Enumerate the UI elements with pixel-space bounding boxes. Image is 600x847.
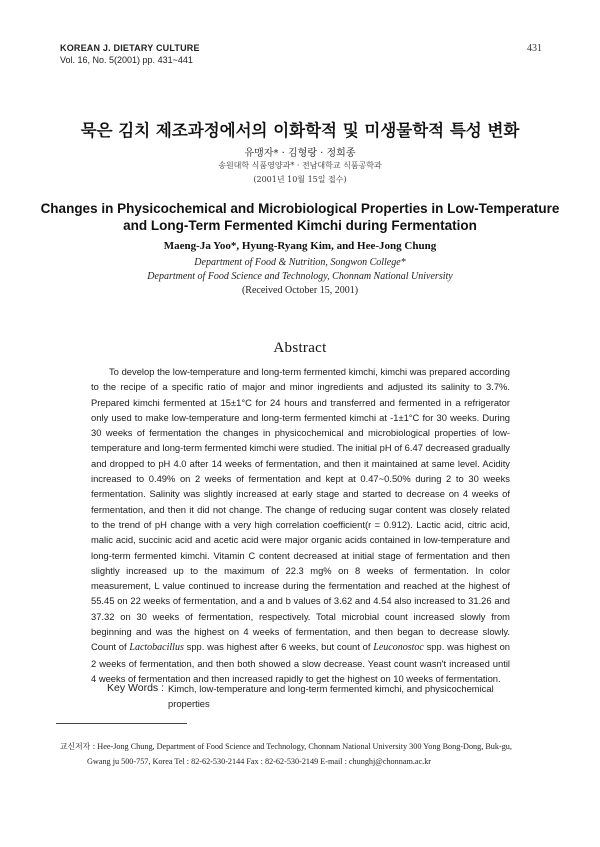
korean-title: 묵은 김치 제조과정에서의 이화학적 및 미생물학적 특성 변화 <box>80 121 520 140</box>
abstract-text-part2: spp. was highest after 6 weeks, but count of <box>183 641 374 653</box>
english-title-line1: Changes in Physicochemical and Microbiological Properties in Low-Temperature <box>40 201 560 216</box>
footnote-line2: Gwang ju 500-757, Korea Tel : 82-62-530-2144 Fax : 82-62-530-2149 E-mail : chunghj@chonnam.ac.kr <box>87 757 432 766</box>
english-authors: Maeng-Ja Yoo*, Hyung-Ryang Kim, and Hee-Jong Chung <box>163 240 437 252</box>
keywords-label: Key Words : <box>107 682 164 694</box>
journal-volume: Vol. 16, No. 5(2001) pp. 431~441 <box>60 55 193 65</box>
english-received-date: (Received October 15, 2001) <box>241 285 359 296</box>
abstract-paragraph <box>91 364 510 686</box>
footnote-label: 교신저자 : <box>60 742 96 751</box>
korean-affiliation: 송원대학 식품영양과* · 전남대학교 식품공학과 <box>218 161 382 170</box>
english-title-line2: and Long-Term Fermented Kimchi during Fermentation <box>123 218 477 233</box>
footnote-divider <box>56 723 187 724</box>
genus-leuconostoc: Leuconostoc <box>373 642 424 654</box>
abstract-text-part1: To develop the low-temperature and long-term fermented kimchi, kimchi was prepared according to the recipe of a specific ratio of major and minor ingredients and adjusted its salinity to 3.7%. Prepared kimchi fermented at 15±1°C for 24 hours and transferred and fermented in a refrigerator only used to make low-temperature and long-term fermented kimchi at -1±1°C for 30 weeks. During 30 weeks of fermentation the changes in physicochemical and microbiological properties of low-temperature and long-term fermented kimchi were studied. The initial pH of 6.47 decreased gradually and dropped to pH 4.0 after 14 weeks of fermentation, and then it maintained at same level. Acidity increased to 0.49% on 2 weeks of fermentation and kept at 0.47~0.50% during 2 to 30 weeks fermentation. Salinity was slightly increased at early stage and started to decrease on 4 weeks of fermentation, and then it did not change. The change of reducing sugar content was closely related to the trend of pH change with a very high correlation coefficient(r = 0.912). Lactic acid, citric acid, malic acid, succinic acid and acetic acid were major organic acids contained in low-temperature and long-term fermented kimchi. Vitamin C content decreased at initial stage of fermentation and then slightly increased up to the maximum of 22.3 mg% on 8 weeks of fermentation. In color measurement, L value continued to increase during the fermentation and reached at the highest of 55.45 on 22 weeks of fermentation, and a and b values of 3.62 and 4.54 also increased to 31.26 and 37.32 on 30 weeks of fermentation, respectively. Total microbial count increased slowly from beginning and was the highest on 4 weeks of fermentation, and then began to decrease slowly. Count of <box>91 366 510 653</box>
keywords-text: Kimch, low-temperature and long-term fermented kimchi, and physicochemical properties <box>168 683 494 709</box>
footnote-line1: Hee-Jong Chung, Department of Food Science and Technology, Chonnam National University 300 Yong Bong-Dong, Buk-gu, <box>97 742 512 751</box>
english-affiliation-1: Department of Food & Nutrition, Songwon College* <box>194 257 406 268</box>
journal-name: KOREAN J. DIETARY CULTURE <box>60 43 200 53</box>
korean-authors: 유맹자* · 김형랑 · 정희종 <box>244 148 356 159</box>
corresponding-author-footnote <box>60 739 540 769</box>
keywords-section <box>107 681 513 711</box>
abstract-heading: Abstract <box>273 340 327 356</box>
page-number: 431 <box>527 43 542 54</box>
korean-received-date: (2001년 10월 15일 접수) <box>253 175 347 184</box>
english-title <box>40 200 560 234</box>
english-affiliation-2: Department of Food Science and Technology, Chonnam National University <box>147 271 453 282</box>
genus-lactobacillus: Lactobacillus <box>129 642 184 654</box>
journal-header <box>60 42 200 66</box>
abstract-body <box>91 364 510 686</box>
abstract-text-part3: spp. was highest on 2 weeks of fermentation, and then both showed a slow decrease. Yeast count wasn't increased until 4 weeks of fermentation and then increased rapidly to get the highest on 10 weeks of fermentation. <box>91 641 510 684</box>
